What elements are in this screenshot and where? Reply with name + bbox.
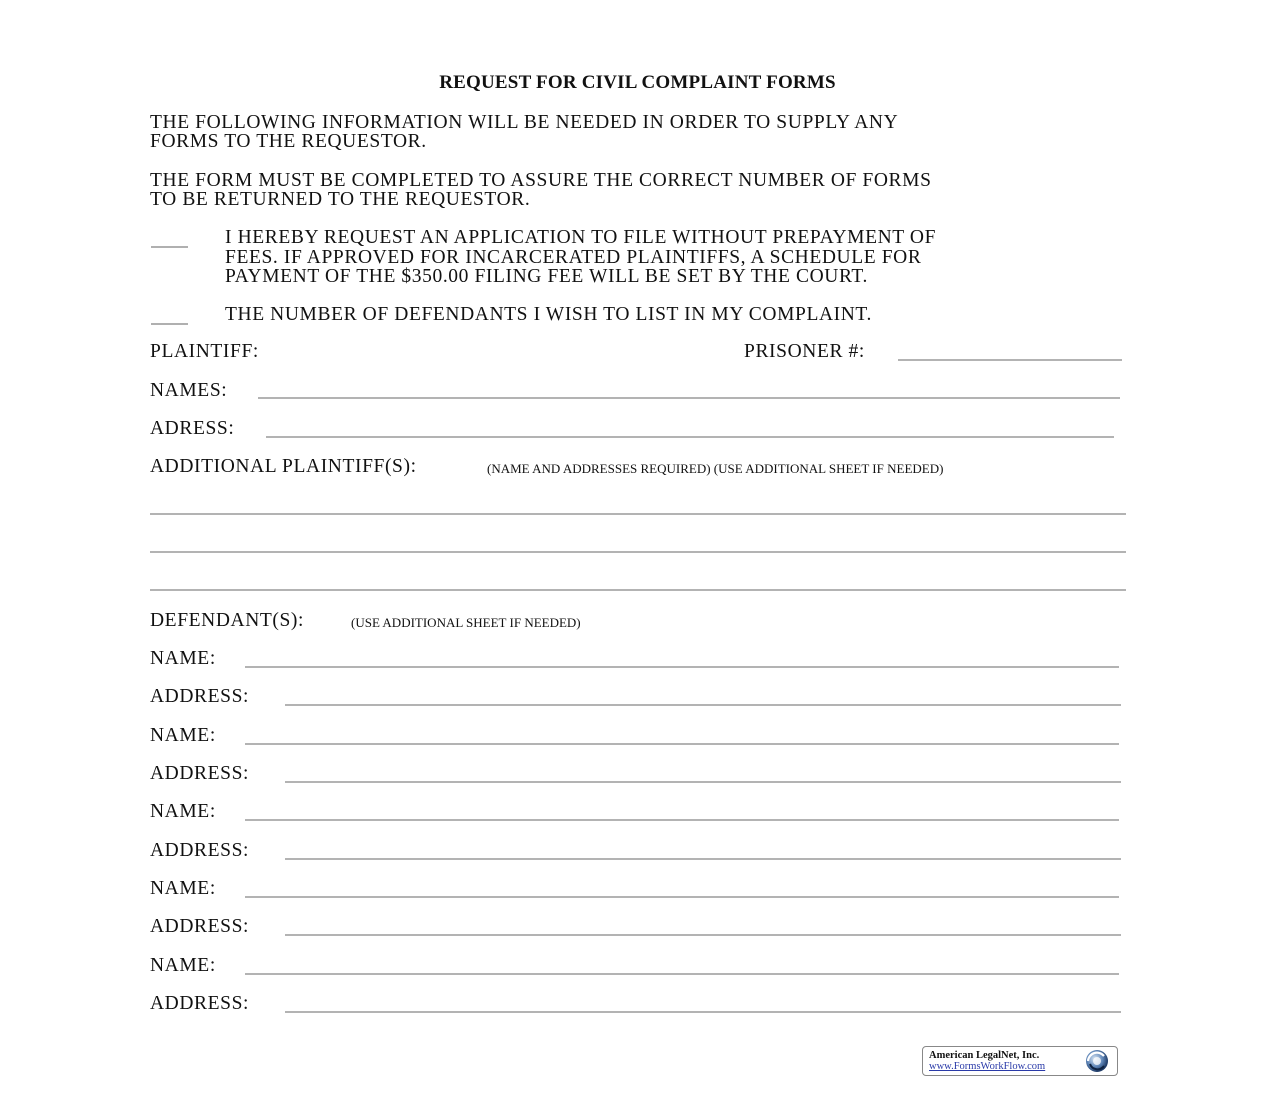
defendant-1-address-line xyxy=(285,704,1121,706)
fee-waiver-request-text: I HEREBY REQUEST AN APPLICATION TO FILE WITHOUT PREPAYMENT OF FEES. IF APPROVED FOR INCARCERATED PLAINTIFFS, A SCHEDULE FOR PAYMENT OF THE $350.00 FILING FEE WILL BE SET BY THE COURT. xyxy=(225,227,937,287)
prisoner-number-field[interactable] xyxy=(900,340,1120,358)
defendant-4-name-label: NAME: xyxy=(150,878,216,899)
defendant-3-name-line xyxy=(245,819,1119,821)
address-line xyxy=(266,436,1114,438)
defendant-5-name-label: NAME: xyxy=(150,955,216,976)
defendant-count-text: THE NUMBER OF DEFENDANTS I WISH TO LIST IN MY COMPLAINT. xyxy=(225,304,872,325)
prisoner-number-label: PRISONER #: xyxy=(744,341,865,362)
globe-icon xyxy=(1083,1049,1109,1073)
defendant-1-address-field[interactable] xyxy=(287,685,1119,703)
prisoner-number-line xyxy=(898,359,1122,361)
defendant-5-name-field[interactable] xyxy=(247,954,1117,972)
additional-plaintiff-line-1 xyxy=(150,513,1126,515)
intro-paragraph-2: THE FORM MUST BE COMPLETED TO ASSURE THE CORRECT NUMBER OF FORMS TO BE RETURNED TO THE REQUESTOR. xyxy=(150,170,932,210)
defendant-2-name-line xyxy=(245,743,1119,745)
defendant-5-address-line xyxy=(285,1011,1121,1013)
address-label: ADRESS: xyxy=(150,418,235,439)
defendant-3-address-label: ADDRESS: xyxy=(150,840,250,861)
additional-plaintiff-field-1[interactable] xyxy=(152,494,1124,512)
defendant-3-address-field[interactable] xyxy=(287,839,1119,857)
logo-url-link[interactable]: www.FormsWorkFlow.com xyxy=(929,1061,1046,1072)
defendant-2-address-field[interactable] xyxy=(287,762,1119,780)
logo-company-name: American LegalNet, Inc. xyxy=(929,1050,1040,1061)
defendant-2-name-field[interactable] xyxy=(247,724,1117,742)
fee-waiver-check-blank[interactable] xyxy=(151,246,188,248)
plaintiff-names-field[interactable] xyxy=(260,378,1118,396)
additional-plaintiff-line-3 xyxy=(150,589,1126,591)
defendant-1-name-line xyxy=(245,666,1119,668)
defendant-1-name-field[interactable] xyxy=(247,647,1117,665)
names-line xyxy=(258,397,1120,399)
defendant-2-name-label: NAME: xyxy=(150,725,216,746)
defendant-4-name-field[interactable] xyxy=(247,877,1117,895)
defendant-2-address-label: ADDRESS: xyxy=(150,763,250,784)
defendant-4-address-line xyxy=(285,934,1121,936)
additional-plaintiffs-note: (NAME AND ADDRESSES REQUIRED) (USE ADDITIONAL SHEET IF NEEDED) xyxy=(487,461,944,476)
defendant-3-name-field[interactable] xyxy=(247,800,1117,818)
names-label: NAMES: xyxy=(150,380,228,401)
defendant-count-blank[interactable] xyxy=(151,323,188,325)
defendants-label: DEFENDANT(S): xyxy=(150,610,305,631)
defendant-3-address-line xyxy=(285,858,1121,860)
defendant-4-name-line xyxy=(245,896,1119,898)
additional-plaintiff-field-3[interactable] xyxy=(152,570,1124,588)
additional-plaintiff-line-2 xyxy=(150,551,1126,553)
intro-paragraph-1: THE FOLLOWING INFORMATION WILL BE NEEDED IN ORDER TO SUPPLY ANY FORMS TO THE REQUESTOR. xyxy=(150,112,899,152)
defendant-4-address-field[interactable] xyxy=(287,915,1119,933)
defendants-note: (USE ADDITIONAL SHEET IF NEEDED) xyxy=(351,615,581,630)
additional-plaintiffs-label: ADDITIONAL PLAINTIFF(S): xyxy=(150,456,417,477)
defendant-5-address-field[interactable] xyxy=(287,992,1119,1010)
defendant-4-address-label: ADDRESS: xyxy=(150,916,250,937)
defendant-5-address-label: ADDRESS: xyxy=(150,993,250,1014)
defendant-3-name-label: NAME: xyxy=(150,801,216,822)
defendant-2-address-line xyxy=(285,781,1121,783)
american-legalnet-logo[interactable] xyxy=(922,1046,1118,1076)
document-title: REQUEST FOR CIVIL COMPLAINT FORMS xyxy=(439,72,836,93)
defendant-5-name-line xyxy=(245,973,1119,975)
additional-plaintiff-field-2[interactable] xyxy=(152,532,1124,550)
plaintiff-address-field[interactable] xyxy=(268,417,1112,435)
defendant-1-address-label: ADDRESS: xyxy=(150,686,250,707)
defendant-1-name-label: NAME: xyxy=(150,648,216,669)
plaintiff-label: PLAINTIFF: xyxy=(150,341,259,362)
